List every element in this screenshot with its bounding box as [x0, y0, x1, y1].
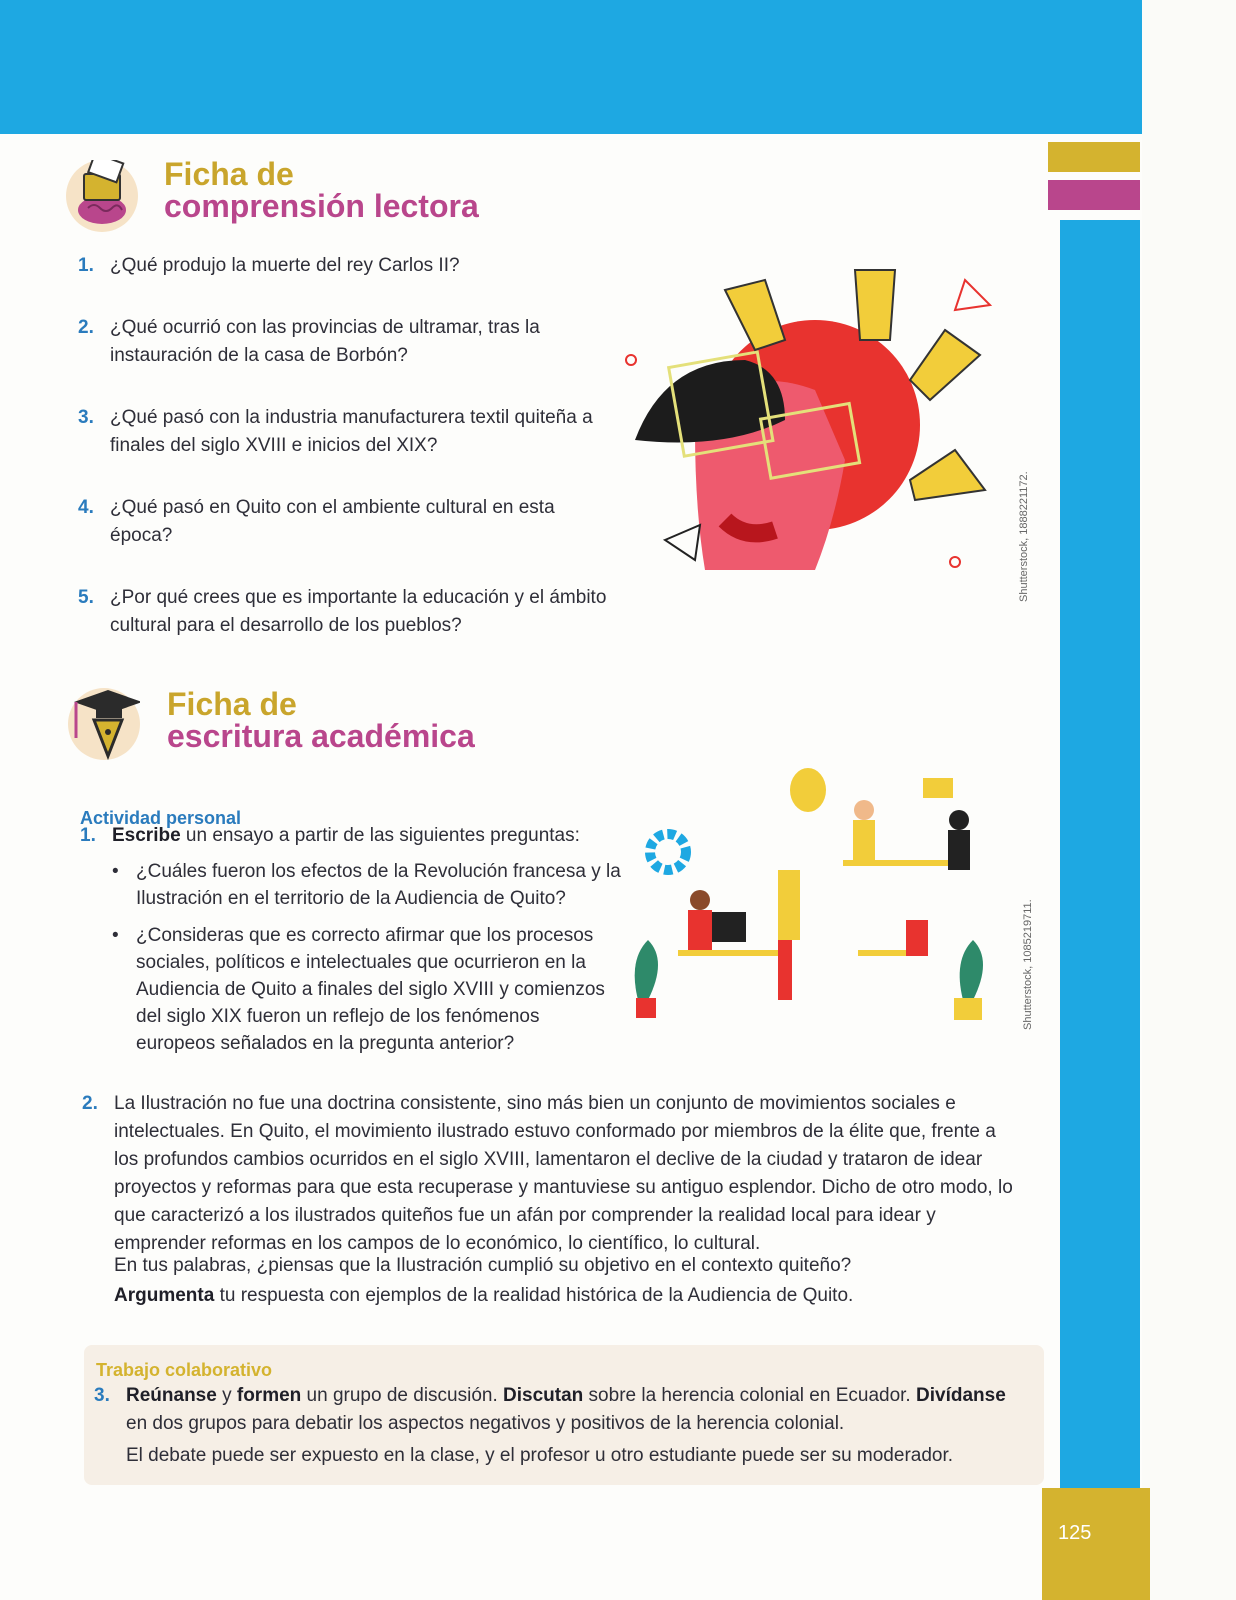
question-text: ¿Qué produjo la muerte del rey Carlos II?	[110, 255, 460, 276]
verb-discutan: Discutan	[503, 1385, 584, 1406]
item-text: un ensayo a partir de las siguientes preguntas:	[180, 825, 580, 846]
right-margin	[1142, 0, 1236, 1600]
question-number: 5.	[78, 587, 94, 608]
question-text: ¿Qué pasó en Quito con el ambiente cultural en esta época?	[110, 497, 555, 546]
verb-reunanse: Reúnanse	[126, 1385, 217, 1406]
section2-title-line1: Ficha de	[167, 686, 297, 722]
section1-title-line1: Ficha de	[164, 156, 294, 192]
section2-title-line2: escritura académica	[167, 718, 475, 754]
bullet-2	[112, 922, 606, 1057]
item3-text-c: sobre la herencia colonial en Ecuador.	[583, 1385, 916, 1406]
brain-book-icon	[66, 160, 138, 232]
item-number: 1.	[80, 825, 96, 846]
item2-paragraph: La Ilustración no fue una doctrina consistente, sino más bien un conjunto de movimientos sociales e intelectuales. En Quito, el movimiento ilustrado estuvo conformado por miembros de la élite que, frente a los profundos cambios ocurridos en el siglo XVIII, lamentaron el declive de la ciudad y trataron de idear proyectos y reformas para que esta recuperase y mantuviese su antiguo esplendor. Dicho de otro modo, lo que caracterizó a los ilustrados quiteños fue un afán por comprender la realidad local para idear y emprender reformas en los campos de lo económico, lo científico, lo cultural.	[114, 1093, 1013, 1254]
item3-text-b: un grupo de discusión.	[301, 1385, 504, 1406]
top-color-band	[0, 0, 1142, 134]
collaborative-label: Trabajo colaborativo	[96, 1360, 273, 1380]
page-number: 125	[1058, 1522, 1092, 1544]
item2-verb: Argumenta	[114, 1285, 215, 1306]
item2-instruction	[114, 1282, 1020, 1310]
section1-title-line2: comprensión lectora	[164, 188, 479, 224]
item-verb: Escribe	[112, 825, 181, 846]
question-2	[78, 314, 610, 370]
question-text: ¿Qué ocurrió con las provincias de ultramar, tras la instauración de la casa de Borbón?	[110, 317, 540, 366]
image-credit-1: Shutterstock, 1888221172.	[1018, 471, 1030, 602]
item-1	[80, 822, 632, 850]
lightbulb-head-illustration	[615, 250, 1015, 610]
question-number: 1.	[78, 255, 94, 276]
bullet-dot: •	[112, 925, 119, 946]
question-3	[78, 404, 600, 460]
question-5	[78, 584, 650, 640]
question-1	[78, 252, 610, 280]
verb-formen: formen	[236, 1385, 302, 1406]
office-team-illustration	[628, 760, 1008, 1040]
question-text: ¿Qué pasó con la industria manufacturera textil quiteña a finales del siglo XVIII e inicios del XIX?	[110, 407, 593, 456]
bullet-text: ¿Cuáles fueron los efectos de la Revolución francesa y la Ilustración en el territorio de la Audiencia de Quito?	[136, 861, 621, 909]
activity-personal-label: Actividad personal	[80, 808, 242, 828]
item3-text-a: y	[216, 1385, 237, 1406]
bullet-dot: •	[112, 861, 119, 882]
item2-instruction-text: tu respuesta con ejemplos de la realidad histórica de la Audiencia de Quito.	[214, 1285, 854, 1306]
question-4	[78, 494, 600, 550]
item-3	[94, 1382, 1016, 1438]
bullet-text: ¿Consideras que es correcto afirmar que los procesos sociales, políticos e intelectuales que ocurrieron en la Audiencia de Quito a finales del siglo XVIII y comienzos del siglo XIX fueron un reflejo de los fenómenos europeos señalados en la pregunta anterior?	[136, 925, 605, 1054]
item-2	[82, 1090, 1020, 1258]
side-tab-yellow	[1048, 142, 1140, 172]
verb-dividanse: Divídanse	[916, 1385, 1006, 1406]
question-number: 3.	[78, 407, 94, 428]
side-color-bar	[1060, 220, 1140, 1490]
side-tab-pink	[1048, 180, 1140, 210]
item-number: 2.	[82, 1093, 98, 1114]
item3-text-d: en dos grupos para debatir los aspectos negativos y positivos de la herencia colonial.	[126, 1413, 845, 1434]
item2-question: En tus palabras, ¿piensas que la Ilustración cumplió su objetivo en el contexto quiteño?	[114, 1255, 852, 1276]
item-number: 3.	[94, 1385, 110, 1406]
question-number: 2.	[78, 317, 94, 338]
image-credit-2: Shutterstock, 1085219711.	[1022, 899, 1034, 1030]
question-text: ¿Por qué crees que es importante la educación y el ámbito cultural para el desarrollo de los pueblos?	[110, 587, 607, 636]
item3-line2: El debate puede ser expuesto en la clase, y el profesor u otro estudiante puede ser su moderador.	[126, 1445, 954, 1466]
graduation-pen-icon	[68, 688, 140, 760]
bullet-1	[112, 858, 626, 912]
question-number: 4.	[78, 497, 94, 518]
